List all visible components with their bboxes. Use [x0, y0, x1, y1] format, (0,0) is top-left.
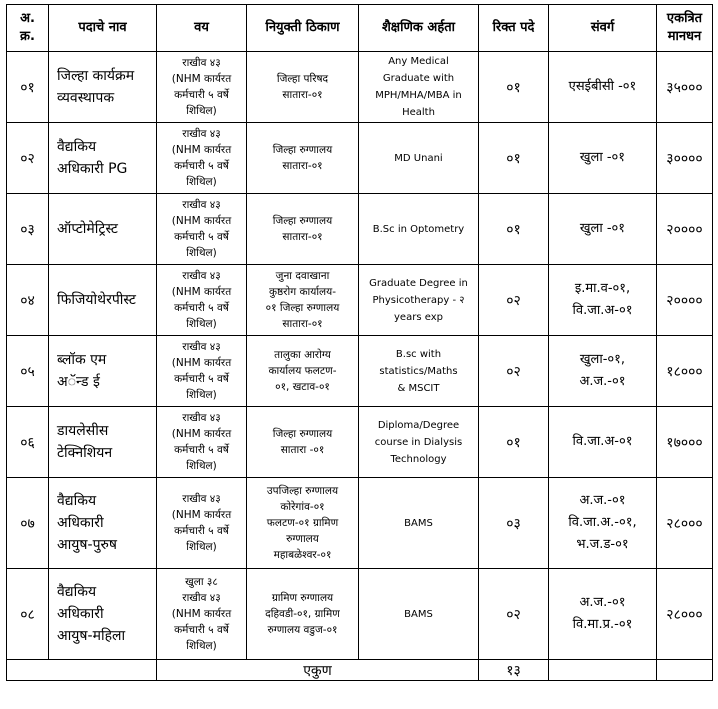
cell-vacancy: ०१	[479, 194, 549, 265]
cell-post-line: फिजियोथेरपीस्ट	[57, 292, 136, 308]
cell-age-line: शिथिल)	[186, 389, 217, 401]
cell-sr: ०२	[7, 123, 49, 194]
cell-age	[157, 265, 247, 336]
cell-age-line: शिथिल)	[186, 176, 217, 188]
cell-age-line: कर्मचारी ५ वर्षे	[174, 525, 229, 537]
header-cadre: संवर्ग	[549, 5, 657, 52]
table-row	[7, 194, 713, 265]
cell-place-line: तालुका आरोग्य	[274, 349, 331, 361]
recruitment-table	[6, 4, 713, 681]
cell-cadre	[549, 123, 657, 194]
cell-post-line: जिल्हा कार्यक्रम	[57, 68, 135, 84]
cell-place-line: कोरेगांव-०१	[280, 501, 325, 513]
cell-place	[247, 336, 359, 407]
cell-education-line: & MSCIT	[397, 382, 440, 394]
cell-place-line: सातारा-०१	[282, 160, 323, 172]
cell-post	[49, 336, 157, 407]
cell-place-line: सातारा-०१	[282, 89, 323, 101]
cell-age-line: शिथिल)	[186, 247, 217, 259]
cell-age	[157, 123, 247, 194]
cell-place-line: उपजिल्हा रुग्णालय	[266, 485, 339, 497]
cell-education	[359, 407, 479, 478]
cell-pay: ३००००	[657, 123, 713, 194]
cell-age-line: शिथिल)	[186, 318, 217, 330]
cell-cadre	[549, 407, 657, 478]
table-row	[7, 336, 713, 407]
cell-post-line: आयुष-महिला	[57, 628, 126, 644]
cell-sr: ०८	[7, 569, 49, 660]
cell-cadre	[549, 194, 657, 265]
cell-cadre	[549, 478, 657, 569]
header-place: नियुक्ती ठिकाण	[247, 5, 359, 52]
cell-post-line: ऑप्टोमेट्रिस्ट	[57, 221, 118, 237]
cell-age-line: (NHM कार्यरत	[171, 608, 232, 620]
cell-age-line: (NHM कार्यरत	[171, 144, 232, 156]
cell-place-line: जिल्हा रुग्णालय	[272, 144, 333, 156]
cell-place-line: दहिवडी-०१, ग्रामिण	[265, 608, 340, 620]
cell-age-line: कर्मचारी ५ वर्षे	[174, 231, 229, 243]
cell-age-line: शिथिल)	[186, 460, 217, 472]
cell-age-line: खुला ३८	[185, 576, 218, 588]
table-row	[7, 123, 713, 194]
cell-education-line: B.Sc in Optometry	[372, 223, 465, 235]
cell-place-line: रुग्णालय	[286, 533, 319, 545]
cell-age-line: कर्मचारी ५ वर्षे	[174, 160, 229, 172]
cell-cadre	[549, 569, 657, 660]
cell-age-line: (NHM कार्यरत	[171, 73, 232, 85]
table-row	[7, 478, 713, 569]
cell-sr: ०५	[7, 336, 49, 407]
cell-education-line: Any Medical	[388, 56, 449, 67]
cell-post	[49, 123, 157, 194]
cell-sr: ०६	[7, 407, 49, 478]
cell-post	[49, 407, 157, 478]
cell-place	[247, 123, 359, 194]
cell-age	[157, 52, 247, 123]
cell-education-line: Graduate Degree in	[369, 277, 468, 289]
total-empty	[7, 660, 157, 681]
cell-place-line: फलटण-०१ ग्रामिण	[266, 517, 339, 529]
cell-place	[247, 478, 359, 569]
cell-place-line: जिल्हा रुग्णालय	[272, 215, 333, 227]
cell-education-line: B.sc with	[395, 348, 442, 360]
cell-post-line: व्यवस्थापक	[57, 90, 115, 106]
cell-education-line: years exp	[394, 311, 443, 323]
table-row	[7, 407, 713, 478]
cell-place	[247, 407, 359, 478]
cell-cadre-line: वि.जा.अ.-०१,	[568, 515, 637, 530]
cell-education	[359, 194, 479, 265]
cell-cadre-line: खुला -०१	[579, 221, 626, 236]
cell-vacancy: ०१	[479, 123, 549, 194]
total-row	[7, 660, 713, 681]
cell-vacancy: ०२	[479, 265, 549, 336]
cell-age-line: शिथिल)	[186, 105, 217, 117]
cell-sr: ०७	[7, 478, 49, 569]
cell-age-line: राखीव ४३	[182, 199, 221, 211]
header-age: वय	[157, 5, 247, 52]
cell-cadre-line: खुला-०१,	[579, 352, 626, 367]
cell-pay: ३५०००	[657, 52, 713, 123]
cell-education-line: MPH/MHA/MBA in	[375, 90, 462, 101]
cell-post-line: आयुष-पुरुष	[57, 537, 117, 553]
cell-cadre-line: वि.मा.प्र.-०१	[572, 617, 633, 632]
total-cadre-empty	[549, 660, 657, 681]
cell-post-line: अधिकारी PG	[57, 161, 128, 177]
header-post: पदाचे नाव	[49, 5, 157, 52]
cell-vacancy: ०२	[479, 569, 549, 660]
cell-vacancy: ०३	[479, 478, 549, 569]
cell-education-line: statistics/Maths	[379, 365, 458, 377]
cell-place-line: जिल्हा रुग्णालय	[272, 428, 333, 440]
cell-education-line: Diploma/Degree	[377, 419, 460, 431]
cell-cadre	[549, 336, 657, 407]
cell-vacancy: ०२	[479, 336, 549, 407]
cell-age	[157, 336, 247, 407]
cell-cadre	[549, 52, 657, 123]
cell-pay: १७०००	[657, 407, 713, 478]
cell-age	[157, 478, 247, 569]
cell-cadre-line: वि.जा.अ-०१	[572, 434, 633, 449]
cell-cadre-line: अ.ज.-०१	[579, 374, 626, 389]
cell-education-line: MD Unani	[394, 152, 443, 164]
cell-age-line: राखीव ४३	[182, 270, 221, 282]
cell-sr: ०३	[7, 194, 49, 265]
cell-post	[49, 265, 157, 336]
cell-place-line: सातारा-०१	[282, 318, 323, 330]
cell-post	[49, 569, 157, 660]
cell-education-line: Graduate with	[382, 73, 455, 84]
cell-age-line: राखीव ४३	[182, 128, 221, 140]
cell-place-line: ग्रामिण रुग्णालय	[271, 592, 334, 604]
cell-education-line: course in Dialysis	[374, 436, 463, 448]
cell-post-line: डायलेसीस	[57, 423, 109, 439]
cell-pay: २८०००	[657, 569, 713, 660]
cell-post-line: अॅन्ड ई	[57, 374, 100, 390]
cell-age-line: राखीव ४३	[182, 341, 221, 353]
cell-age-line: राखीव ४३	[182, 57, 221, 69]
cell-place-line: कुष्ठरोग कार्यालय-	[268, 286, 337, 298]
cell-pay: १८०००	[657, 336, 713, 407]
cell-education-line: Technology	[390, 453, 447, 465]
cell-cadre-line: खुला -०१	[579, 150, 626, 165]
cell-age-line: (NHM कार्यरत	[171, 215, 232, 227]
cell-education-line: Health	[402, 107, 435, 118]
cell-place-line: ०१ जिल्हा रुग्णालय	[265, 302, 340, 314]
cell-age-line: कर्मचारी ५ वर्षे	[174, 444, 229, 456]
cell-place-line: महाबळेश्वर-०१	[273, 549, 332, 561]
cell-age-line: कर्मचारी ५ वर्षे	[174, 89, 229, 101]
cell-age-line: राखीव ४३	[182, 493, 221, 505]
header-pay: एकत्रित मानधन	[657, 5, 713, 52]
cell-education	[359, 123, 479, 194]
cell-place-line: जुना दवाखाना	[275, 270, 330, 282]
cell-age-line: कर्मचारी ५ वर्षे	[174, 373, 229, 385]
cell-age-line: (NHM कार्यरत	[171, 357, 232, 369]
cell-vacancy: ०१	[479, 407, 549, 478]
cell-education	[359, 52, 479, 123]
cell-post	[49, 194, 157, 265]
cell-post	[49, 52, 157, 123]
cell-education-line: BAMS	[404, 608, 433, 620]
cell-age-line: (NHM कार्यरत	[171, 286, 232, 298]
cell-place-line: कार्यालय फलटण-	[268, 365, 337, 377]
cell-age-line: (NHM कार्यरत	[171, 428, 232, 440]
cell-sr: ०१	[7, 52, 49, 123]
cell-place-line: ०१, खटाव-०१	[275, 381, 330, 393]
header-sr: अ. क्र.	[7, 5, 49, 52]
cell-age	[157, 569, 247, 660]
cell-place-line: सातारा -०१	[280, 444, 325, 456]
cell-age-line: कर्मचारी ५ वर्षे	[174, 624, 229, 636]
cell-cadre-line: अ.ज.-०१	[579, 493, 626, 508]
cell-age-line: कर्मचारी ५ वर्षे	[174, 302, 229, 314]
cell-sr: ०४	[7, 265, 49, 336]
cell-age	[157, 407, 247, 478]
cell-post-line: वैद्यकिय	[57, 139, 97, 155]
header-education: शैक्षणिक अर्हता	[359, 5, 479, 52]
cell-cadre-line: वि.जा.अ-०१	[572, 303, 633, 318]
cell-age-line: राखीव ४३	[182, 592, 221, 604]
cell-age-line: (NHM कार्यरत	[171, 509, 232, 521]
cell-place-line: जिल्हा परिषद	[276, 73, 329, 85]
cell-education	[359, 478, 479, 569]
table-row	[7, 569, 713, 660]
cell-education	[359, 569, 479, 660]
total-vacancy: १३	[479, 660, 549, 681]
cell-pay: २००००	[657, 265, 713, 336]
cell-place-line: रुग्णालय वडुज-०१	[267, 624, 338, 636]
cell-place	[247, 569, 359, 660]
header-row	[7, 5, 713, 52]
cell-vacancy: ०१	[479, 52, 549, 123]
table-row	[7, 52, 713, 123]
table-row	[7, 265, 713, 336]
cell-education	[359, 336, 479, 407]
cell-pay: २००००	[657, 194, 713, 265]
cell-cadre	[549, 265, 657, 336]
cell-post-line: वैद्यकिय	[57, 584, 97, 600]
cell-place-line: सातारा-०१	[282, 231, 323, 243]
cell-pay: २८०००	[657, 478, 713, 569]
cell-cadre-line: एसईबीसी -०१	[568, 79, 637, 94]
cell-education-line: BAMS	[404, 517, 433, 529]
total-label: एकुण	[157, 660, 479, 681]
cell-post-line: टेक्निशियन	[57, 445, 113, 461]
cell-age-line: शिथिल)	[186, 640, 217, 652]
cell-post-line: ब्लॉक एम	[57, 352, 107, 368]
cell-education	[359, 265, 479, 336]
cell-post-line: अधिकारी	[57, 515, 104, 531]
header-vacancy: रिक्त पदे	[479, 5, 549, 52]
cell-education-line: Physicotherapy - २	[372, 294, 465, 306]
cell-place	[247, 194, 359, 265]
cell-cadre-line: भ.ज.ड-०१	[576, 537, 629, 552]
cell-cadre-line: अ.ज.-०१	[579, 595, 626, 610]
cell-age-line: राखीव ४३	[182, 412, 221, 424]
total-pay-empty	[657, 660, 713, 681]
cell-cadre-line: इ.मा.व-०१,	[574, 281, 631, 296]
cell-post	[49, 478, 157, 569]
cell-age	[157, 194, 247, 265]
cell-post-line: अधिकारी	[57, 606, 104, 622]
cell-age-line: शिथिल)	[186, 541, 217, 553]
cell-place	[247, 52, 359, 123]
cell-post-line: वैद्यकिय	[57, 493, 97, 509]
cell-place	[247, 265, 359, 336]
